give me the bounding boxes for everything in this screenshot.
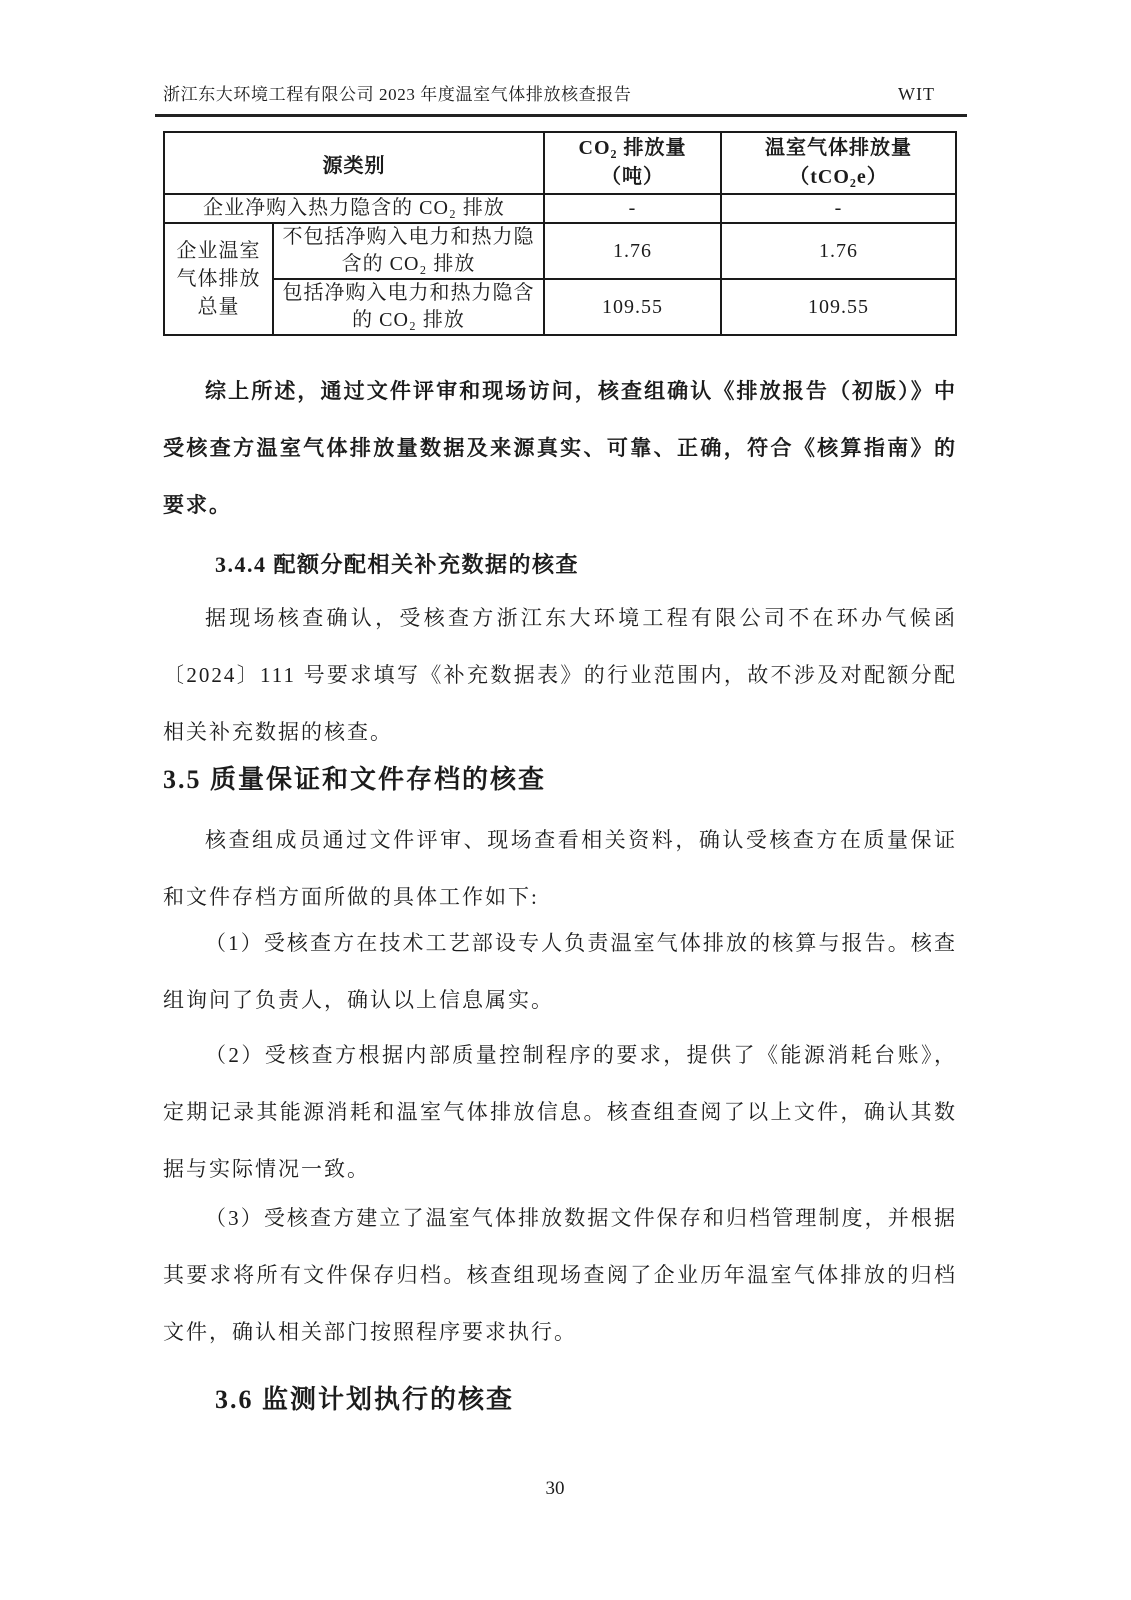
- source-cell-incl: 包括净购入电力和热力隐含的 CO₂ 排放: [273, 279, 544, 335]
- paragraph-item-1: （1）受核查方在技术工艺部设专人负责温室气体排放的核算与报告。核查组询问了负责人，确认以上信息属实。: [163, 931, 957, 1012]
- table-row-heat: [164, 194, 956, 223]
- table-header-row: [164, 132, 956, 194]
- source-cell-heat: 企业净购入热力隐含的 CO₂ 排放: [164, 194, 544, 223]
- paragraph-3-5-intro: 核查组成员通过文件评审、现场查看相关资料，确认受核查方在质量保证和文件存档方面所做的具体工作如下:: [163, 828, 957, 909]
- heading-3-5: 3.5 质量保证和文件存档的核查: [163, 765, 547, 794]
- co2-value-excl: 1.76: [544, 223, 721, 279]
- summary-paragraph: 综上所述，通过文件评审和现场访问，核查组确认《排放报告（初版）》中受核查方温室气体排放量数据及来源真实、可靠、正确，符合《核算指南》的要求。: [163, 379, 957, 517]
- co2-header-line2: （吨）: [601, 166, 664, 188]
- table-row-excl: [164, 223, 956, 279]
- emissions-summary-table: [163, 131, 957, 336]
- header-title: 浙江东大环境工程有限公司 2023 年度温室气体排放核查报告: [163, 85, 632, 104]
- ghg-value-incl: 109.55: [721, 279, 956, 335]
- table-row-incl: [164, 279, 956, 335]
- paragraph-item-2: （2）受核查方根据内部质量控制程序的要求，提供了《能源消耗台账》，定期记录其能源消耗和温室气体排放信息。核查组查阅了以上文件，确认其数据与实际情况一致。: [163, 1043, 957, 1181]
- table-col-header-co2: [544, 132, 721, 194]
- header-logo-text: WIT: [898, 84, 935, 104]
- ghg-header-line1: 温室气体排放量: [765, 137, 912, 159]
- ghg-header-line2: （tCO₂e）: [789, 166, 888, 188]
- table-col-header-ghg: [721, 132, 956, 194]
- heading-3-4-4: 3.4.4 配额分配相关补充数据的核查: [215, 552, 580, 577]
- co2-value-incl: 109.55: [544, 279, 721, 335]
- co2-header-line1: CO₂ 排放量: [578, 137, 687, 159]
- ghg-value-heat: -: [721, 194, 956, 223]
- heading-3-6: 3.6 监测计划执行的核查: [215, 1385, 515, 1414]
- page-header: [155, 80, 967, 117]
- co2-value-heat: -: [544, 194, 721, 223]
- ghg-value-excl: 1.76: [721, 223, 956, 279]
- page-number: 30: [545, 1478, 565, 1499]
- paragraph-3-4-4: 据现场核查确认，受核查方浙江东大环境工程有限公司不在环办气候函〔2024〕111 号要求填写《补充数据表》的行业范围内，故不涉及对配额分配相关补充数据的核查。: [163, 606, 957, 744]
- table-col-header-source: 源类别: [164, 132, 544, 194]
- source-cell-excl: 不包括净购入电力和热力隐含的 CO₂ 排放: [273, 223, 544, 279]
- paragraph-item-3: （3）受核查方建立了温室气体排放数据文件保存和归档管理制度，并根据其要求将所有文件保存归档。核查组现场查阅了企业历年温室气体排放的归档文件，确认相关部门按照程序要求执行。: [163, 1206, 957, 1344]
- group-label-cell: 企业温室气体排放总量: [164, 223, 273, 335]
